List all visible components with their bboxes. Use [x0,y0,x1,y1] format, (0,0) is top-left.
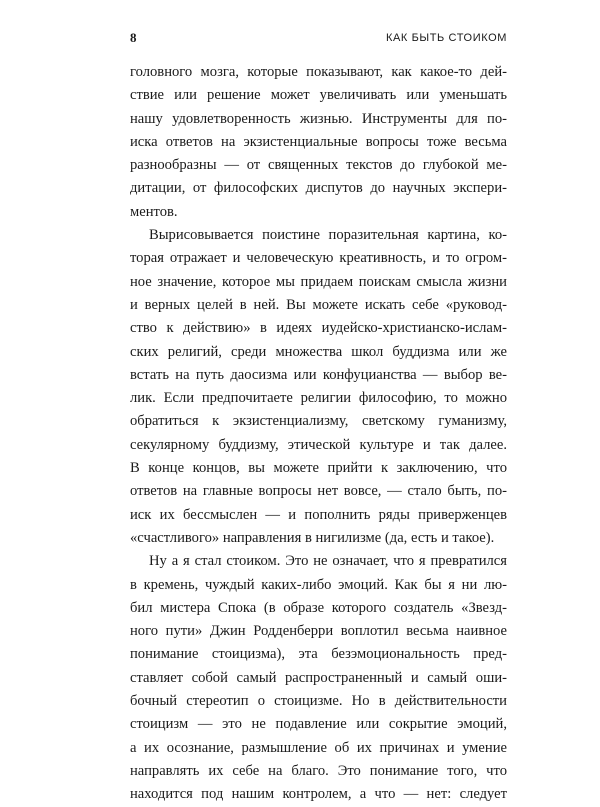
text-line: находится под нашим контролем, а что — нет: следует [130,786,507,803]
paragraph [130,550,507,806]
body-text [130,61,507,807]
text-line: нашу удовлетворенность жизнью. Инструменты для по- [130,110,507,127]
text-line: стоицизм — это не подавление или сокрытие эмоций, [130,716,507,733]
text-line: торая отражает и человеческую креативность, и то огром- [130,250,507,267]
running-header [130,30,507,46]
text-line: лик. Если предпочитаете религии философию, то можно [130,390,507,407]
text-line: ствие или решение может увеличивать или уменьшать [130,87,507,104]
text-line: иска ответов на экзистенциальные вопросы тоже весьма [130,133,507,150]
text-line: бочный стереотип о стоицизме. Но в действительности [130,693,507,710]
text-line: секулярному буддизму, этической культуре и так далее. [130,436,507,453]
text-line: головного мозга, которые показывают, как какое-то дей- [130,64,507,80]
text-line: ответов на главные вопросы нет вовсе, — стало быть, по- [130,483,507,500]
text-line: понимание стоицизма), эта безэмоциональность пред- [130,646,507,663]
running-title: КАК БЫТЬ СТОИКОМ [385,32,507,44]
text-line: ских религий, среди множества школ буддизма или же [130,343,507,360]
text-line: ство к действию» в идеях иудейско-христианско-ислам- [130,320,507,337]
text-line: дитации, от философских диспутов до научных экспери- [130,180,507,197]
text-line: В конце концов, вы можете прийти к заключению, что [130,460,507,477]
text-line: а их осознание, размышление об их причинах и умение [130,739,507,756]
text-line: разнообразны — от священных текстов до глубокой ме- [130,157,507,174]
text-line: Вырисовывается поистине поразительная картина, ко- [149,227,507,244]
paragraph [130,224,507,550]
text-line: ставляет собой самый распространенный и самый оши- [130,669,507,686]
text-line: «счастливого» направления в нигилизме (да, есть и такое). [130,529,495,546]
text-line: ментов. [130,203,178,220]
text-line: обратиться к экзистенциализму, светскому гуманизму, [130,413,507,430]
text-line: Ну а я стал стоиком. Это не означает, что я превратился [149,553,507,570]
text-line: ного пути» Джин Родденберри воплотил весьма наивное [130,623,507,640]
text-line: ное значение, которое мы придаем поискам смысла жизни [130,273,507,290]
text-line: встать на путь даосизма или конфуцианства — выбор ве- [130,366,507,383]
text-line: иск их бессмыслен — и пополнить ряды приверженцев [130,506,507,523]
page-number: 8 [130,30,137,45]
text-line: бил мистера Спока (в образе которого создатель «Звезд- [130,599,507,616]
paragraph [130,61,507,224]
text-line: направлять их себе на благо. Это понимание того, что [130,762,507,779]
text-line: в кремень, чуждый каких-либо эмоций. Как бы я ни лю- [130,576,507,593]
text-line: и верных целей в ней. Вы можете искать себе «руковод- [130,296,507,313]
